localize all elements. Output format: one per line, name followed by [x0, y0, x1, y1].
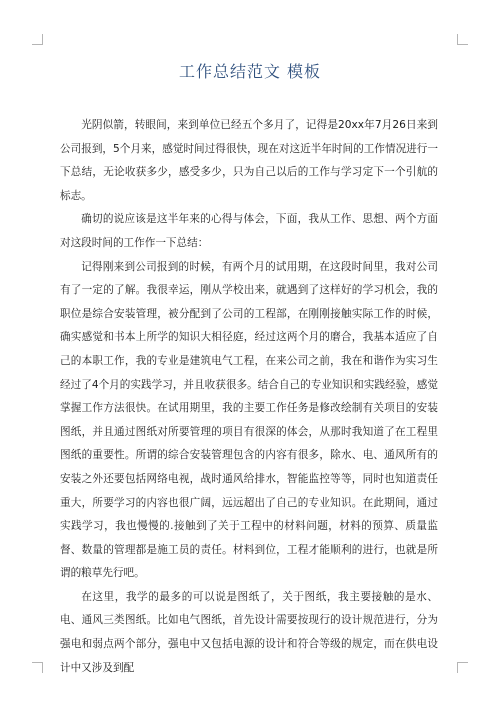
- crop-mark-top-right: [457, 34, 468, 45]
- crop-mark-bottom-left: [32, 662, 43, 673]
- paragraph-summary-lead: 确切的说应该是这半年来的心得与体会，下面，我从工作、思想、两个方面对这段时间的工作作一下总结：: [60, 213, 438, 249]
- paragraph-work-experience: 记得刚来到公司报到的时候，有两个月的试用期，在这段时间里，我对公司有了一定的了解。我很幸运，刚从学校出来，就遇到了这样好的学习机会，我的职位是综合安装管理，被分配到了公司的工程部，在刚刚接触实际工作的时候，确实感觉和书本上所学的知识大相径庭，经过这两个月的磨合，我基本适应了自己的本职工作，我的专业是建筑电气工程，在来公司之前，我在和谐作为实习生经过了4个月的实践学习，并且收获很多。结合自己的专业知识和实践经验，感觉掌握工作方法很快。在试用期里，我的主要工作任务是修改绘制有关项目的安装图纸，并且通过图纸对所要管理的项目有很深的体会，从那时我知道了在工程里图纸的重要性。所谓的综合安装管理包含的内容有很多，除水、电、通风所有的安装之外还要包括网络电视，战时通风给排水，智能监控等等，同时也知道责任重大，所要学习的内容也很广阔，远远超出了自己的专业知识。在此期间，通过实践学习，我也慢慢的.接触到了关于工程中的材料问题，材料的预算、质量监督、数量的管理都是施工员的责任。材料到位，工程才能顺利的进行，也就是所谓的粮草先行吧。: [60, 260, 438, 580]
- document-title: 工作总结范文 模板: [178, 62, 322, 81]
- crop-mark-top-left: [32, 34, 43, 45]
- paragraph-intro: 光阴似箭，转眼间，来到单位已经五个多月了，记得是20xx年7月26日来到公司报到，5个月来，感觉时间过得很快，现在对这近半年时间的工作情况进行一下总结，无论收获多少，感受多少，只为自己以后的工作与学习定下一个引航的标志。: [60, 119, 438, 202]
- crop-mark-bottom-right: [457, 662, 468, 673]
- document-body: [60, 114, 438, 680]
- paragraph-drawings: 在这里，我学的最多的可以说是图纸了，关于图纸，我主要接触的是水、电、通风三类图纸。比如电气图纸，首先设计需要按现行的设计规范进行，分为强电和弱点两个部分，强电中又包括电源的设计和符合等级的规定，而在供电设计中又涉及到配: [60, 590, 438, 674]
